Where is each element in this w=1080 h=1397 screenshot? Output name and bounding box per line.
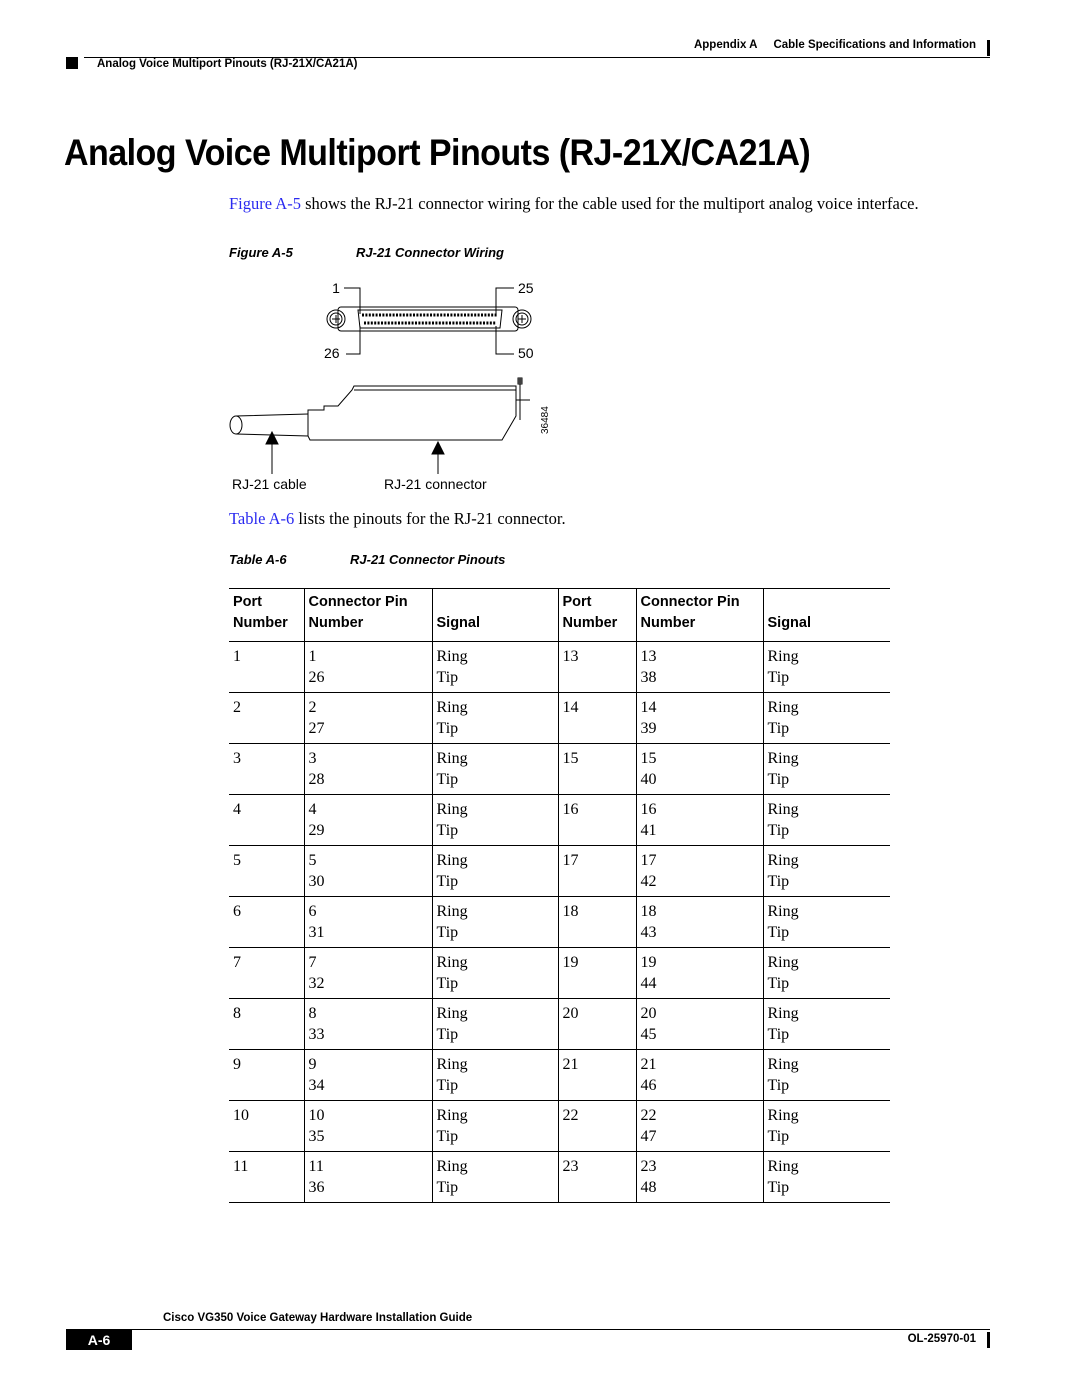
cell-value: 8 xyxy=(233,1005,241,1022)
cell-value: Tip xyxy=(436,924,459,941)
cell-value: Tip xyxy=(767,975,790,992)
table-intro-paragraph xyxy=(229,509,566,529)
header-chapter-title: Cable Specifications and Information xyxy=(773,39,976,51)
cell-value: 20 xyxy=(562,1005,579,1022)
cell-value: 39 xyxy=(640,720,657,737)
cell-value: 9 xyxy=(233,1056,241,1073)
col-header-signal: Signal xyxy=(432,589,558,642)
cable-label: RJ-21 cable xyxy=(232,476,307,492)
table-row xyxy=(229,1050,890,1101)
cell-value: Ring xyxy=(436,699,468,716)
cell-value: Ring xyxy=(767,1158,799,1175)
connector-pin-cell xyxy=(304,897,432,948)
cell-value: 7 xyxy=(233,954,241,971)
table-caption-number: Table A-6 xyxy=(229,552,287,567)
cell-value: 23 xyxy=(562,1158,579,1175)
signal-cell xyxy=(432,999,558,1050)
table-row xyxy=(229,642,890,693)
connector-pin-cell xyxy=(304,948,432,999)
cell-value: 5 xyxy=(233,852,241,869)
cell-value: 40 xyxy=(640,771,657,788)
port-cell xyxy=(229,795,304,846)
cell-value: Ring xyxy=(436,852,468,869)
cell-value: 11 xyxy=(233,1158,249,1175)
cell-value: Ring xyxy=(767,852,799,869)
cell-value: 18 xyxy=(562,903,579,920)
cell-value: 4 xyxy=(308,801,317,818)
intro-paragraph xyxy=(229,194,919,214)
cell-value: 8 xyxy=(308,1005,317,1022)
col-header-signal-2: Signal xyxy=(763,589,890,642)
connector-pin-cell-2 xyxy=(636,1050,763,1101)
cell-value: Tip xyxy=(767,1077,790,1094)
cell-value: 47 xyxy=(640,1128,657,1145)
signal-cell xyxy=(432,744,558,795)
cell-value: Tip xyxy=(436,669,459,686)
cell-value: Tip xyxy=(436,1026,459,1043)
footer-rule xyxy=(66,1329,990,1330)
cell-value: 2 xyxy=(308,699,317,716)
connector-face-diagram xyxy=(324,280,534,361)
cell-value: 35 xyxy=(308,1128,325,1145)
intro-text: shows the RJ-21 connector wiring for the cable used for the multiport analog voice interface. xyxy=(300,194,919,213)
connector-pin-cell xyxy=(304,1101,432,1152)
cell-value: 14 xyxy=(562,699,579,716)
cell-value: 23 xyxy=(640,1158,657,1175)
port-cell xyxy=(229,999,304,1050)
cell-value: Tip xyxy=(436,1128,459,1145)
signal-cell xyxy=(432,1050,558,1101)
cell-value: Ring xyxy=(767,1107,799,1124)
cell-value: 17 xyxy=(562,852,579,869)
footer-guide-title: Cisco VG350 Voice Gateway Hardware Installation Guide xyxy=(163,1312,473,1324)
pin-label-26: 26 xyxy=(324,345,340,361)
cell-value: Ring xyxy=(767,954,799,971)
cell-value: 9 xyxy=(308,1056,317,1073)
cell-value: 4 xyxy=(233,801,241,818)
cell-value: 6 xyxy=(308,903,317,920)
cell-value: Tip xyxy=(767,669,790,686)
cell-value: 48 xyxy=(640,1179,657,1196)
cell-value: Ring xyxy=(436,1005,468,1022)
cell-value: 14 xyxy=(640,699,657,716)
cell-value: Ring xyxy=(436,903,468,920)
table-row xyxy=(229,846,890,897)
cell-value: Ring xyxy=(767,1005,799,1022)
port-cell xyxy=(229,1152,304,1203)
cell-value: Tip xyxy=(767,771,790,788)
cell-value: Tip xyxy=(436,1179,459,1196)
cell-value: 15 xyxy=(640,750,657,767)
cell-value: 30 xyxy=(308,873,325,890)
port-cell xyxy=(229,744,304,795)
figure-link[interactable]: Figure A-5 xyxy=(229,194,301,213)
cell-value: 43 xyxy=(640,924,657,941)
connector-label: RJ-21 connector xyxy=(384,476,487,492)
cell-value: 41 xyxy=(640,822,657,839)
cell-value: 13 xyxy=(640,648,657,665)
cell-value: 32 xyxy=(308,975,325,992)
table-row xyxy=(229,948,890,999)
signal-cell-2 xyxy=(763,1152,890,1203)
cell-value: Ring xyxy=(767,699,799,716)
signal-cell xyxy=(432,897,558,948)
connector-pin-cell-2 xyxy=(636,795,763,846)
table-intro-text: lists the pinouts for the RJ-21 connector. xyxy=(294,509,566,528)
cell-value: Tip xyxy=(436,771,459,788)
signal-cell-2 xyxy=(763,897,890,948)
cell-value: 28 xyxy=(308,771,325,788)
port-cell-2 xyxy=(558,693,636,744)
col-header-port-2: Port Number xyxy=(558,589,636,642)
cell-value: 34 xyxy=(308,1077,325,1094)
table-row xyxy=(229,693,890,744)
signal-cell-2 xyxy=(763,1101,890,1152)
cell-value: 5 xyxy=(308,852,317,869)
pin-label-50: 50 xyxy=(518,345,534,361)
footer-vertical-bar xyxy=(987,1332,990,1348)
connector-pin-cell-2 xyxy=(636,948,763,999)
cell-value: Tip xyxy=(767,720,790,737)
port-cell xyxy=(229,1101,304,1152)
cell-value: 3 xyxy=(308,750,317,767)
signal-cell xyxy=(432,846,558,897)
signal-cell xyxy=(432,693,558,744)
table-link[interactable]: Table A-6 xyxy=(229,509,295,528)
table-row xyxy=(229,744,890,795)
connector-pin-cell xyxy=(304,693,432,744)
cell-value: 11 xyxy=(308,1158,324,1175)
connector-pin-cell xyxy=(304,1050,432,1101)
cell-value: Ring xyxy=(436,1056,468,1073)
connector-pin-cell-2 xyxy=(636,846,763,897)
cell-value: 17 xyxy=(640,852,657,869)
port-cell-2 xyxy=(558,642,636,693)
pinout-table xyxy=(229,588,890,1203)
cell-value: 6 xyxy=(233,903,241,920)
cell-value: Ring xyxy=(436,1158,468,1175)
cell-value: 26 xyxy=(308,669,325,686)
port-cell-2 xyxy=(558,1050,636,1101)
cell-value: Ring xyxy=(436,1107,468,1124)
table-row xyxy=(229,795,890,846)
header-vertical-bar xyxy=(987,40,990,56)
header-square-marker xyxy=(66,57,78,69)
cell-value: 38 xyxy=(640,669,657,686)
signal-cell-2 xyxy=(763,846,890,897)
cell-value: 21 xyxy=(640,1056,657,1073)
connector-pin-cell-2 xyxy=(636,642,763,693)
cell-value: 44 xyxy=(640,975,657,992)
cell-value: 42 xyxy=(640,873,657,890)
rj21-wiring-figure xyxy=(220,270,560,500)
col-header-connector-pin-2: Connector Pin Number xyxy=(636,589,763,642)
signal-cell xyxy=(432,642,558,693)
table-row xyxy=(229,1101,890,1152)
cell-value: Ring xyxy=(436,648,468,665)
connector-pin-cell xyxy=(304,795,432,846)
cell-value: 45 xyxy=(640,1026,657,1043)
cell-value: Tip xyxy=(767,924,790,941)
cell-value: Ring xyxy=(767,1056,799,1073)
cell-value: 22 xyxy=(562,1107,579,1124)
page-number: A-6 xyxy=(66,1330,132,1350)
pin-label-25: 25 xyxy=(518,280,534,296)
cell-value: Tip xyxy=(436,720,459,737)
signal-cell-2 xyxy=(763,795,890,846)
cell-value: 16 xyxy=(562,801,579,818)
cell-value: 7 xyxy=(308,954,317,971)
table-row xyxy=(229,1152,890,1203)
connector-pin-cell xyxy=(304,999,432,1050)
cell-value: Tip xyxy=(767,1179,790,1196)
table-caption-title: RJ-21 Connector Pinouts xyxy=(350,552,506,567)
cell-value: Tip xyxy=(767,1026,790,1043)
art-id-label: 36484 xyxy=(540,406,551,434)
cell-value: 31 xyxy=(308,924,325,941)
running-header-chapter xyxy=(694,39,976,51)
cell-value: Ring xyxy=(767,801,799,818)
table-row xyxy=(229,999,890,1050)
cell-value: 22 xyxy=(640,1107,657,1124)
cell-value: 1 xyxy=(233,648,241,665)
port-cell xyxy=(229,642,304,693)
port-cell-2 xyxy=(558,897,636,948)
connector-pin-cell-2 xyxy=(636,897,763,948)
cell-value: Ring xyxy=(767,750,799,767)
cell-value: 19 xyxy=(640,954,657,971)
port-cell-2 xyxy=(558,1152,636,1203)
port-cell xyxy=(229,846,304,897)
header-chapter: Appendix A xyxy=(693,39,758,51)
figure-caption-title: RJ-21 Connector Wiring xyxy=(356,245,504,260)
cell-value: Tip xyxy=(436,1077,459,1094)
cell-value: 3 xyxy=(233,750,241,767)
cell-value: 20 xyxy=(640,1005,657,1022)
figure-caption-number: Figure A-5 xyxy=(229,245,293,260)
port-cell-2 xyxy=(558,846,636,897)
connector-pin-cell xyxy=(304,642,432,693)
port-cell xyxy=(229,693,304,744)
cell-value: 29 xyxy=(308,822,325,839)
cell-value: Ring xyxy=(436,801,468,818)
cable-side-view xyxy=(230,378,530,474)
cell-value: 10 xyxy=(233,1107,249,1124)
signal-cell xyxy=(432,1101,558,1152)
cell-value: Tip xyxy=(436,822,459,839)
cell-value: 19 xyxy=(562,954,579,971)
table-row xyxy=(229,897,890,948)
signal-cell-2 xyxy=(763,642,890,693)
col-header-port: Port Number xyxy=(229,589,304,642)
port-cell-2 xyxy=(558,999,636,1050)
connector-pin-cell-2 xyxy=(636,1101,763,1152)
port-cell-2 xyxy=(558,1101,636,1152)
signal-cell xyxy=(432,795,558,846)
connector-pin-cell-2 xyxy=(636,1152,763,1203)
header-section: Analog Voice Multiport Pinouts (RJ-21X/CA21A) xyxy=(97,58,358,70)
col-header-connector-pin: Connector Pin Number xyxy=(304,589,432,642)
port-cell-2 xyxy=(558,795,636,846)
cell-value: Tip xyxy=(436,873,459,890)
signal-cell-2 xyxy=(763,693,890,744)
cell-value: 33 xyxy=(308,1026,325,1043)
port-cell xyxy=(229,948,304,999)
port-cell xyxy=(229,1050,304,1101)
footer-doc-number: OL-25970-01 xyxy=(907,1333,976,1345)
connector-pin-cell xyxy=(304,846,432,897)
page-title: Analog Voice Multiport Pinouts (RJ-21X/CA21A) xyxy=(64,132,811,173)
table-header-row xyxy=(229,589,890,642)
cell-value: 13 xyxy=(562,648,579,665)
cell-value: 1 xyxy=(308,648,317,665)
cell-value: Ring xyxy=(436,750,468,767)
signal-cell xyxy=(432,948,558,999)
cell-value: Ring xyxy=(767,903,799,920)
cell-value: Tip xyxy=(436,975,459,992)
cell-value: 18 xyxy=(640,903,657,920)
signal-cell-2 xyxy=(763,999,890,1050)
table-body xyxy=(229,642,890,1203)
cell-value: Tip xyxy=(767,1128,790,1145)
cell-value: 21 xyxy=(562,1056,579,1073)
connector-pin-cell-2 xyxy=(636,999,763,1050)
port-cell xyxy=(229,897,304,948)
cell-value: Ring xyxy=(767,648,799,665)
pin-label-1: 1 xyxy=(332,280,340,296)
port-cell-2 xyxy=(558,744,636,795)
connector-pin-cell-2 xyxy=(636,744,763,795)
cell-value: 36 xyxy=(308,1179,325,1196)
signal-cell xyxy=(432,1152,558,1203)
connector-pin-cell xyxy=(304,744,432,795)
cell-value: Ring xyxy=(436,954,468,971)
signal-cell-2 xyxy=(763,744,890,795)
cell-value: 16 xyxy=(640,801,657,818)
connector-pin-cell xyxy=(304,1152,432,1203)
cell-value: 27 xyxy=(308,720,325,737)
signal-cell-2 xyxy=(763,948,890,999)
cell-value: Tip xyxy=(767,873,790,890)
port-cell-2 xyxy=(558,948,636,999)
cell-value: Tip xyxy=(767,822,790,839)
cell-value: 10 xyxy=(308,1107,325,1124)
cell-value: 2 xyxy=(233,699,241,716)
cell-value: 15 xyxy=(562,750,579,767)
signal-cell-2 xyxy=(763,1050,890,1101)
connector-pin-cell-2 xyxy=(636,693,763,744)
cell-value: 46 xyxy=(640,1077,657,1094)
